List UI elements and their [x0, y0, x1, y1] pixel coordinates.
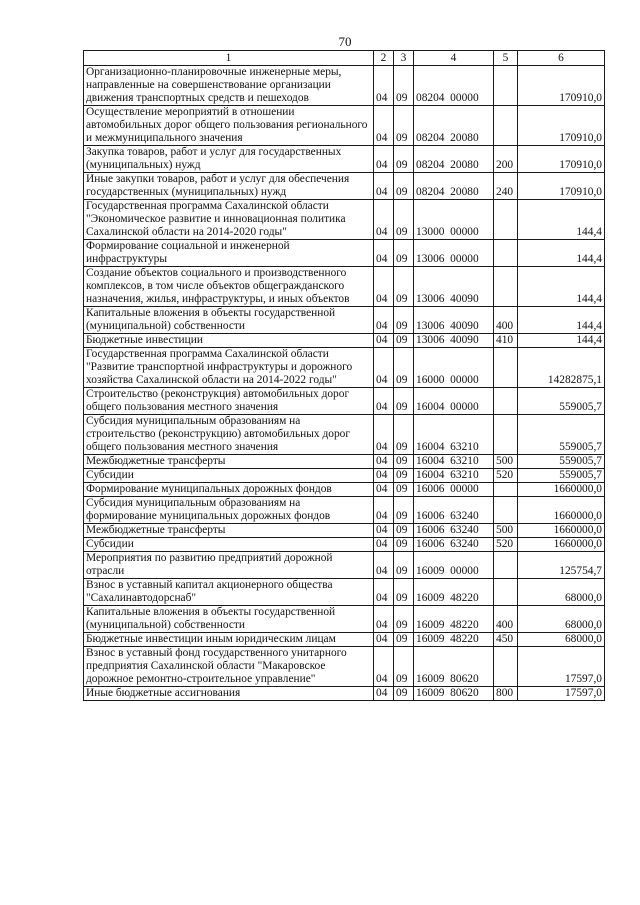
row-sum-cell: 144,4 — [518, 267, 605, 307]
row-expense-type-cell — [494, 497, 518, 524]
row-name-cell: Организационно-планировочные инженерные меры, направленные на совершенствование организации движения транспортных средств и пешеходов — [84, 66, 374, 106]
row-section-cell: 04 — [374, 146, 394, 173]
row-sum-cell: 170910,0 — [518, 146, 605, 173]
table-row — [84, 579, 605, 606]
row-subsection-cell: 09 — [394, 606, 414, 633]
row-expense-type-cell — [494, 106, 518, 146]
row-subsection-cell: 09 — [394, 633, 414, 647]
row-name-cell: Строительство (реконструкция) автомобильных дорог общего пользования местного значения — [84, 388, 374, 415]
row-target-article-cell: 13006 00000 — [414, 240, 494, 267]
row-subsection-cell: 09 — [394, 687, 414, 701]
row-expense-type-cell — [494, 66, 518, 106]
row-target-article-cell: 16009 48220 — [414, 633, 494, 647]
row-sum-cell: 68000,0 — [518, 606, 605, 633]
row-sum-cell: 125754,7 — [518, 552, 605, 579]
row-sum-cell: 14282875,1 — [518, 348, 605, 388]
table-row — [84, 146, 605, 173]
header-cell-expense-type: 5 — [494, 51, 518, 66]
table-row — [84, 106, 605, 146]
table-row — [84, 469, 605, 483]
row-target-article-cell: 16009 80620 — [414, 687, 494, 701]
row-expense-type-cell — [494, 267, 518, 307]
row-expense-type-cell — [494, 483, 518, 497]
row-section-cell: 04 — [374, 334, 394, 348]
row-sum-cell: 144,4 — [518, 307, 605, 334]
table-row — [84, 647, 605, 687]
row-target-article-cell: 16009 48220 — [414, 579, 494, 606]
table-row — [84, 348, 605, 388]
row-sum-cell: 68000,0 — [518, 633, 605, 647]
row-expense-type-cell: 500 — [494, 524, 518, 538]
row-target-article-cell: 16009 48220 — [414, 606, 494, 633]
row-name-cell: Бюджетные инвестиции иным юридическим лицам — [84, 633, 374, 647]
row-expense-type-cell: 400 — [494, 606, 518, 633]
row-sum-cell: 1660000,0 — [518, 483, 605, 497]
row-section-cell: 04 — [374, 606, 394, 633]
row-subsection-cell: 09 — [394, 497, 414, 524]
row-sum-cell: 17597,0 — [518, 647, 605, 687]
table-row — [84, 307, 605, 334]
row-expense-type-cell — [494, 240, 518, 267]
row-subsection-cell: 09 — [394, 455, 414, 469]
table-row — [84, 606, 605, 633]
table-row — [84, 483, 605, 497]
row-target-article-cell: 16006 63240 — [414, 538, 494, 552]
row-name-cell: Бюджетные инвестиции — [84, 334, 374, 348]
table-row — [84, 552, 605, 579]
row-expense-type-cell: 520 — [494, 469, 518, 483]
row-name-cell: Капитальные вложения в объекты государственной (муниципальной) собственности — [84, 606, 374, 633]
row-subsection-cell: 09 — [394, 267, 414, 307]
table-row — [84, 538, 605, 552]
row-section-cell: 04 — [374, 633, 394, 647]
row-subsection-cell: 09 — [394, 307, 414, 334]
row-subsection-cell: 09 — [394, 579, 414, 606]
row-section-cell: 04 — [374, 687, 394, 701]
row-expense-type-cell: 410 — [494, 334, 518, 348]
row-name-cell: Закупка товаров, работ и услуг для государственных (муниципальных) нужд — [84, 146, 374, 173]
row-expense-type-cell: 800 — [494, 687, 518, 701]
row-sum-cell: 68000,0 — [518, 579, 605, 606]
row-section-cell: 04 — [374, 173, 394, 200]
table-row — [84, 267, 605, 307]
row-name-cell: Государственная программа Сахалинской области "Развитие транспортной инфраструктуры и дорожного хозяйства Сахалинской области на 2014-2022 годы" — [84, 348, 374, 388]
row-name-cell: Капитальные вложения в объекты государственной (муниципальной) собственности — [84, 307, 374, 334]
row-subsection-cell: 09 — [394, 173, 414, 200]
row-target-article-cell: 13006 40090 — [414, 334, 494, 348]
row-target-article-cell: 08204 00000 — [414, 66, 494, 106]
row-name-cell: Субсидии — [84, 469, 374, 483]
row-section-cell: 04 — [374, 579, 394, 606]
row-name-cell: Иные закупки товаров, работ и услуг для обеспечения государственных (муниципальных) нужд — [84, 173, 374, 200]
row-sum-cell: 17597,0 — [518, 687, 605, 701]
budget-table — [83, 50, 605, 701]
row-subsection-cell: 09 — [394, 415, 414, 455]
table-row — [84, 388, 605, 415]
header-cell-subsection: 3 — [394, 51, 414, 66]
row-sum-cell: 559005,7 — [518, 469, 605, 483]
row-expense-type-cell — [494, 579, 518, 606]
row-section-cell: 04 — [374, 524, 394, 538]
row-expense-type-cell — [494, 388, 518, 415]
row-subsection-cell: 09 — [394, 538, 414, 552]
table-row — [84, 173, 605, 200]
row-name-cell: Взнос в уставный фонд государственного унитарного предприятия Сахалинской области "Макаровское дорожное ремонтно-строительное управление" — [84, 647, 374, 687]
table-row — [84, 455, 605, 469]
row-name-cell: Субсидия муниципальным образованиям на строительство (реконструкцию) автомобильных дорог общего пользования местного значения — [84, 415, 374, 455]
row-expense-type-cell: 520 — [494, 538, 518, 552]
row-section-cell: 04 — [374, 66, 394, 106]
row-sum-cell: 170910,0 — [518, 66, 605, 106]
header-row — [84, 51, 605, 66]
row-expense-type-cell: 400 — [494, 307, 518, 334]
row-target-article-cell: 16004 00000 — [414, 388, 494, 415]
row-expense-type-cell — [494, 348, 518, 388]
row-subsection-cell: 09 — [394, 200, 414, 240]
row-target-article-cell: 16009 80620 — [414, 647, 494, 687]
row-name-cell: Создание объектов социального и производственного комплексов, в том числе объектов общегражданского назначения, жилья, инфраструктуры, и иных объектов — [84, 267, 374, 307]
row-section-cell: 04 — [374, 647, 394, 687]
row-section-cell: 04 — [374, 552, 394, 579]
table-row — [84, 497, 605, 524]
row-subsection-cell: 09 — [394, 106, 414, 146]
row-subsection-cell: 09 — [394, 240, 414, 267]
row-name-cell: Межбюджетные трансферты — [84, 524, 374, 538]
table-row — [84, 66, 605, 106]
row-target-article-cell: 16009 00000 — [414, 552, 494, 579]
row-sum-cell: 559005,7 — [518, 415, 605, 455]
row-target-article-cell: 16006 00000 — [414, 483, 494, 497]
row-section-cell: 04 — [374, 267, 394, 307]
row-sum-cell: 170910,0 — [518, 173, 605, 200]
row-expense-type-cell: 240 — [494, 173, 518, 200]
row-expense-type-cell — [494, 200, 518, 240]
header-cell-sum: 6 — [518, 51, 605, 66]
row-section-cell: 04 — [374, 200, 394, 240]
row-name-cell: Субсидия муниципальным образованиям на формирование муниципальных дорожных фондов — [84, 497, 374, 524]
row-subsection-cell: 09 — [394, 146, 414, 173]
row-section-cell: 04 — [374, 307, 394, 334]
row-subsection-cell: 09 — [394, 469, 414, 483]
table-row — [84, 687, 605, 701]
row-name-cell: Взнос в уставный капитал акционерного общества "Сахалинавтодорснаб" — [84, 579, 374, 606]
row-name-cell: Формирование социальной и инженерной инфраструктуры — [84, 240, 374, 267]
row-expense-type-cell — [494, 415, 518, 455]
table-row — [84, 633, 605, 647]
row-section-cell: 04 — [374, 415, 394, 455]
header-cell-target-article: 4 — [414, 51, 494, 66]
row-expense-type-cell: 200 — [494, 146, 518, 173]
row-name-cell: Государственная программа Сахалинской области "Экономическое развитие и инновационная политика Сахалинской области на 2014-2020 годы" — [84, 200, 374, 240]
row-subsection-cell: 09 — [394, 348, 414, 388]
table-row — [84, 415, 605, 455]
row-section-cell: 04 — [374, 455, 394, 469]
row-sum-cell: 144,4 — [518, 240, 605, 267]
row-expense-type-cell — [494, 552, 518, 579]
row-expense-type-cell — [494, 647, 518, 687]
header-cell-name: 1 — [84, 51, 374, 66]
row-sum-cell: 170910,0 — [518, 106, 605, 146]
row-name-cell: Межбюджетные трансферты — [84, 455, 374, 469]
row-target-article-cell: 16000 00000 — [414, 348, 494, 388]
row-target-article-cell: 16004 63210 — [414, 469, 494, 483]
row-expense-type-cell: 500 — [494, 455, 518, 469]
table-row — [84, 200, 605, 240]
row-target-article-cell: 08204 20080 — [414, 173, 494, 200]
table-row — [84, 334, 605, 348]
row-sum-cell: 559005,7 — [518, 388, 605, 415]
row-target-article-cell: 16004 63210 — [414, 415, 494, 455]
row-name-cell: Иные бюджетные ассигнования — [84, 687, 374, 701]
row-subsection-cell: 09 — [394, 388, 414, 415]
row-sum-cell: 144,4 — [518, 200, 605, 240]
row-target-article-cell: 13006 40090 — [414, 307, 494, 334]
row-section-cell: 04 — [374, 497, 394, 524]
row-target-article-cell: 08204 20080 — [414, 106, 494, 146]
row-name-cell: Осуществление мероприятий в отношении автомобильных дорог общего пользования регионального и межмуниципального значения — [84, 106, 374, 146]
row-section-cell: 04 — [374, 388, 394, 415]
row-expense-type-cell: 450 — [494, 633, 518, 647]
row-target-article-cell: 08204 20080 — [414, 146, 494, 173]
row-subsection-cell: 09 — [394, 552, 414, 579]
row-section-cell: 04 — [374, 483, 394, 497]
row-subsection-cell: 09 — [394, 334, 414, 348]
header-cell-section: 2 — [374, 51, 394, 66]
row-subsection-cell: 09 — [394, 524, 414, 538]
row-sum-cell: 144,4 — [518, 334, 605, 348]
table-row — [84, 240, 605, 267]
row-subsection-cell: 09 — [394, 647, 414, 687]
row-target-article-cell: 13000 00000 — [414, 200, 494, 240]
row-target-article-cell: 16006 63240 — [414, 524, 494, 538]
row-name-cell: Формирование муниципальных дорожных фондов — [84, 483, 374, 497]
row-section-cell: 04 — [374, 106, 394, 146]
row-section-cell: 04 — [374, 538, 394, 552]
row-section-cell: 04 — [374, 469, 394, 483]
row-sum-cell: 1660000,0 — [518, 538, 605, 552]
row-sum-cell: 1660000,0 — [518, 497, 605, 524]
row-target-article-cell: 16004 63210 — [414, 455, 494, 469]
row-target-article-cell: 16006 63240 — [414, 497, 494, 524]
row-subsection-cell: 09 — [394, 483, 414, 497]
row-name-cell: Мероприятия по развитию предприятий дорожной отрасли — [84, 552, 374, 579]
row-name-cell: Субсидии — [84, 538, 374, 552]
table-row — [84, 524, 605, 538]
row-target-article-cell: 13006 40090 — [414, 267, 494, 307]
row-sum-cell: 559005,7 — [518, 455, 605, 469]
row-subsection-cell: 09 — [394, 66, 414, 106]
row-section-cell: 04 — [374, 240, 394, 267]
row-section-cell: 04 — [374, 348, 394, 388]
row-sum-cell: 1660000,0 — [518, 524, 605, 538]
page-number: 70 — [338, 34, 352, 49]
